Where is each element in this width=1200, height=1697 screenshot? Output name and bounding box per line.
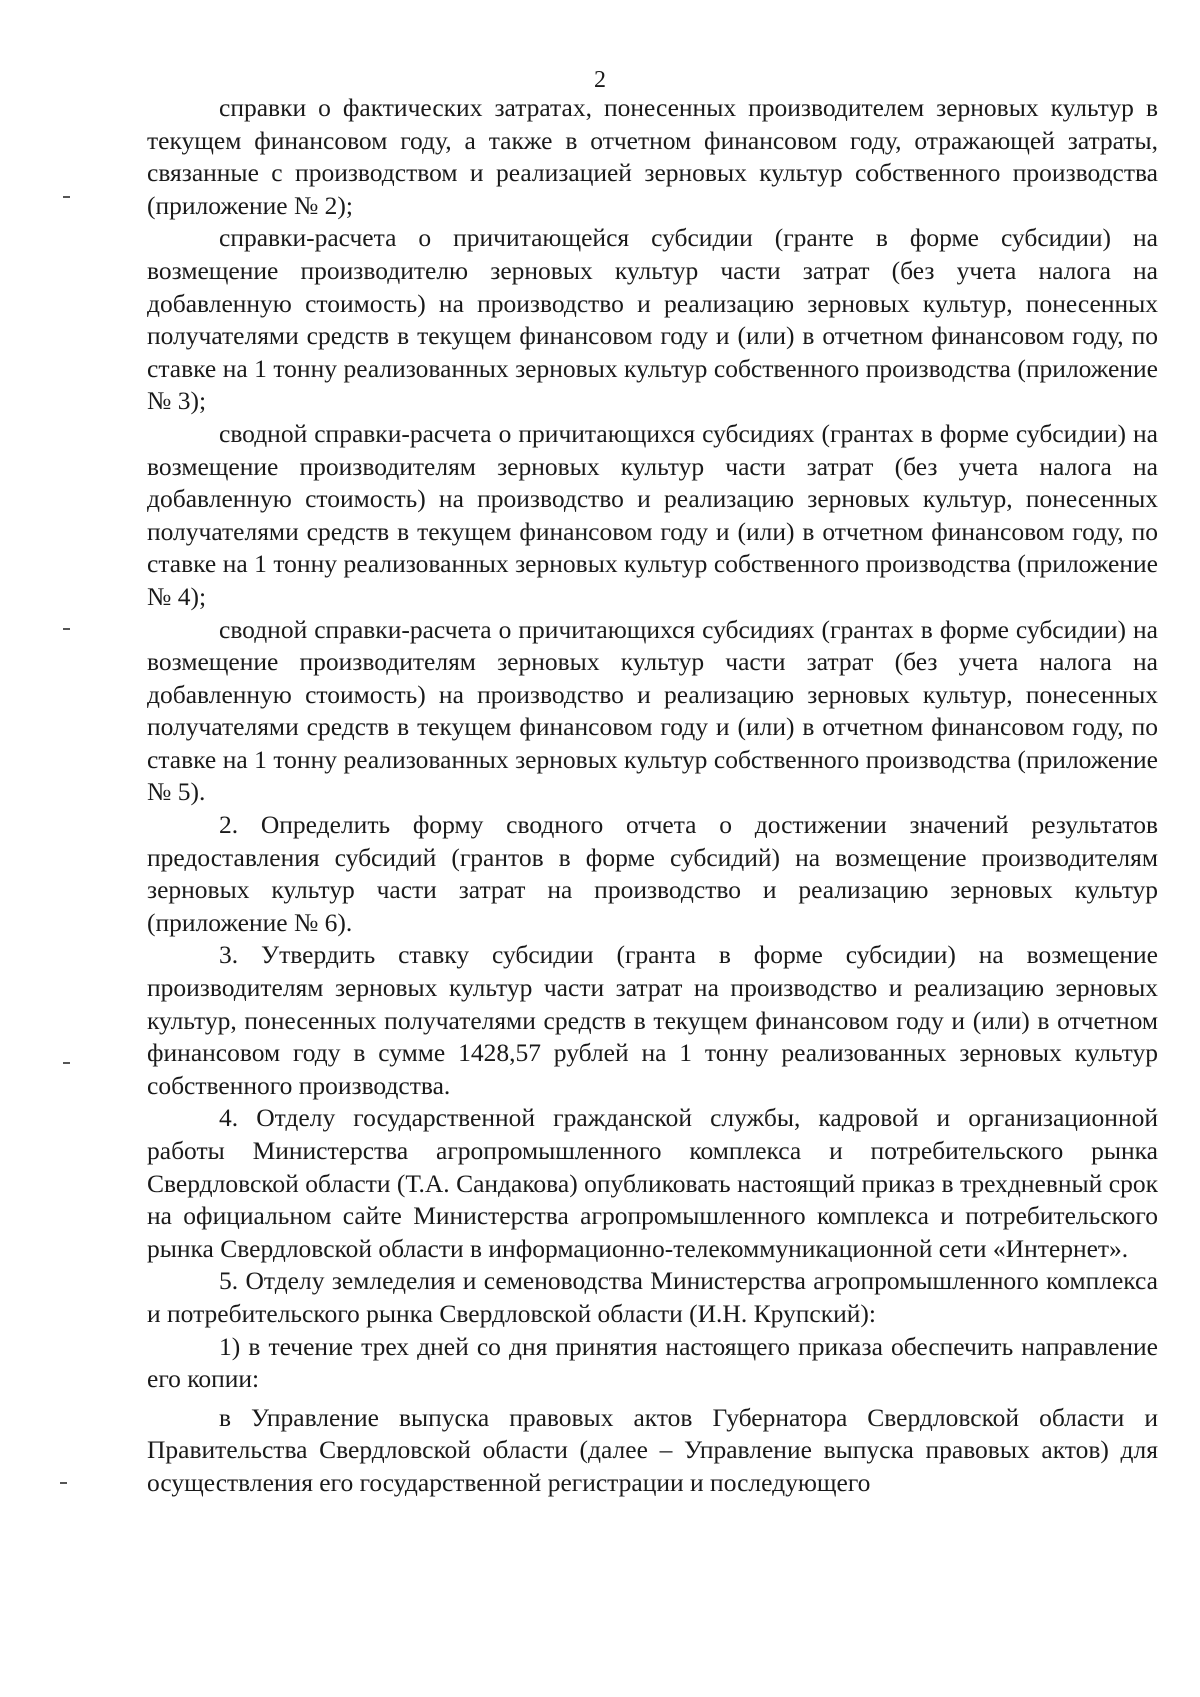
- scan-margin-mark: [63, 196, 70, 198]
- paragraph-item-3: 3. Утвердить ставку субсидии (гранта в форме субсидии) на возмещение производителям зерновых культур части затрат на производство и реализацию зерновых культур, понесенных получателями средств в текущем финансовом году и (или) в отчетном финансовом году в сумме 1428,57 рублей на 1 тонну реализованных зерновых культур собственного производства.: [147, 940, 1158, 1100]
- scan-margin-mark: [60, 1482, 67, 1484]
- page-number: 2: [594, 67, 606, 93]
- paragraph-certificate-actual-costs: справки о фактических затратах, понесенных производителем зерновых культур в текущем финансовом году, а также в отчетном финансовом году, отражающей затраты, связанные с производством и реализацией зерновых культур собственного производства (приложение № 2);: [147, 93, 1158, 220]
- paragraph-legal-acts-office: в Управление выпуска правовых актов Губернатора Свердловской области и Правительства Свердловской области (далее – Управление выпуска правовых актов) для осуществления его государственной регистрации и последующего: [147, 1402, 1158, 1497]
- paragraph-subsidy-calculation: справки-расчета о причитающейся субсидии (гранте в форме субсидии) на возмещение производителю зерновых культур части затрат (без учета налога на добавленную стоимость) на производство и реализацию зерновых культур, понесенных получателями средств в текущем финансовом году и (или) в отчетном финансовом году, по ставке на 1 тонну реализованных зерновых культур собственного производства (приложение № 3);: [147, 223, 1158, 416]
- paragraph-item-2: 2. Определить форму сводного отчета о достижении значений результатов предоставления субсидий (грантов в форме субсидий) на возмещение производителям зерновых культур части затрат на производство и реализацию зерновых культур (приложение № 6).: [147, 810, 1158, 937]
- scan-margin-mark: [63, 628, 70, 630]
- paragraph-item-4: 4. Отделу государственной гражданской службы, кадровой и организационной работы Министерства агропромышленного комплекса и потребительского рынка Свердловской области (Т.А. Сандакова) опубликовать настоящий приказ в трехдневный срок на официальном сайте Министерства агропромышленного комплекса и потребительского рынка Свердловской области в информационно-телекоммуникационной сети «Интернет».: [147, 1103, 1158, 1263]
- scan-margin-mark: [63, 1062, 70, 1064]
- paragraph-item-5-1: 1) в течение трех дней со дня принятия настоящего приказа обеспечить направление его копии:: [147, 1331, 1158, 1394]
- paragraph-item-5: 5. Отделу земледелия и семеноводства Министерства агропромышленного комплекса и потребительского рынка Свердловской области (И.Н. Крупский):: [147, 1266, 1158, 1328]
- document-body: [147, 92, 1158, 1500]
- paragraph-summary-calculation-app5: сводной справки-расчета о причитающихся субсидиях (грантах в форме субсидии) на возмещение производителям зерновых культур части затрат (без учета налога на добавленную стоимость) на производство и реализацию зерновых культур, понесенных получателями средств в текущем финансовом году и (или) в отчетном финансовом году, по ставке на 1 тонну реализованных зерновых культур собственного производства (приложение № 5).: [147, 614, 1158, 807]
- paragraph-summary-calculation-app4: сводной справки-расчета о причитающихся субсидиях (грантах в форме субсидии) на возмещение производителям зерновых культур части затрат (без учета налога на добавленную стоимость) на производство и реализацию зерновых культур, понесенных получателями средств в текущем финансовом году и (или) в отчетном финансовом году, по ставке на 1 тонну реализованных зерновых культур собственного производства (приложение № 4);: [147, 418, 1158, 611]
